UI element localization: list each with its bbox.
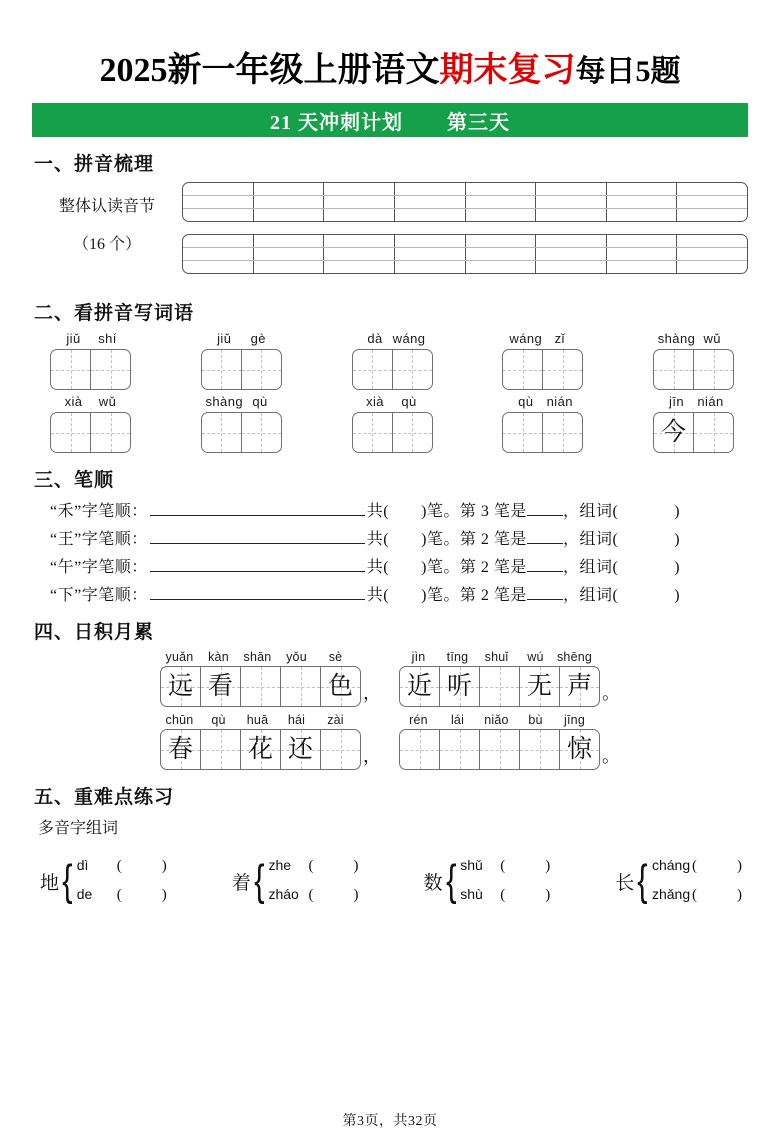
tianzige-cell[interactable] [520,730,560,769]
prefilled-character: 惊 [566,736,592,763]
pinyin-syllable: xià [366,394,384,409]
reading-pinyin: cháng [651,857,691,873]
polyphone-item [615,852,742,911]
pinyin-syllable: xià [64,394,83,409]
plan-banner [32,103,748,137]
tianzige-cell[interactable] [202,413,242,452]
tianzige-cell[interactable] [694,413,733,452]
poem-tianzige-grid[interactable] [160,729,361,770]
pinyin-cell[interactable] [183,235,254,273]
reading-pinyin: shù [460,886,483,903]
stroke-order-row [50,554,748,577]
poem-tianzige-grid[interactable] [160,666,361,707]
pinyin-cell[interactable] [536,183,607,221]
tianzige-cell[interactable] [654,413,694,452]
pinyin-cell[interactable] [466,183,537,221]
word-pinyin [653,394,734,409]
pinyin-cell[interactable] [677,183,747,221]
pinyin-syllable: hái [287,713,306,727]
pinyin-syllable: niǎo [484,713,509,727]
tianzige-cell[interactable] [560,667,599,706]
polyphone-readings [460,852,550,911]
pinyin-syllable: nián [546,394,573,409]
tianzige-cell[interactable] [654,350,694,389]
pinyin-syllable: jīn [669,394,684,409]
tianzige-cell[interactable] [321,667,360,706]
section-1-body [32,182,748,286]
tianzige-cell[interactable] [241,730,281,769]
word-pinyin [50,394,131,409]
tianzige-grid[interactable] [201,349,282,390]
stroke-order-answer-line[interactable] [150,502,365,516]
pinyin-cell[interactable] [324,183,395,221]
stroke-order-label: 字笔顺： [81,559,148,576]
tianzige-cell[interactable] [543,350,582,389]
poem-line [160,650,381,707]
nth-stroke-answer-line[interactable] [527,502,563,516]
pinyin-fourline-row-1[interactable] [182,182,748,222]
reading-pinyin: de [76,886,93,903]
pinyin-cell[interactable] [183,183,254,221]
word-item [502,331,583,390]
polyphone-reading-line [268,852,358,881]
polyphone-reading-line [460,881,550,910]
pinyin-syllable: qù [252,394,268,409]
prefilled-character: 花 [247,736,273,763]
tianzige-cell[interactable] [400,730,440,769]
tianzige-cell[interactable] [480,730,520,769]
word-item [502,394,583,453]
tianzige-cell[interactable] [560,730,599,769]
reading-pinyin: zháo [268,886,299,903]
word-form-paren-close: ) [674,531,681,548]
stroke-order-answer-line[interactable] [150,530,365,544]
word-form-paren-open: ，组词( [562,587,619,604]
tianzige-cell[interactable] [393,350,432,389]
word-writing-row-1 [32,331,748,390]
tianzige-cell[interactable] [520,667,560,706]
pinyin-group-label [32,182,182,264]
word-form-paren-close: ) [674,587,681,604]
tianzige-cell[interactable] [281,730,321,769]
tianzige-cell[interactable] [281,667,321,706]
stroke-count-paren-close: )笔。 [421,531,460,548]
prefilled-character: 听 [446,673,472,700]
pinyin-syllable: jìn [411,650,426,664]
pinyin-syllable: wáng [392,331,426,346]
prefilled-character: 声 [566,673,592,700]
tianzige-cell[interactable] [201,730,241,769]
tianzige-cell[interactable] [480,667,520,706]
reading-answer-parens[interactable]: ( ) [116,858,167,874]
section-2-heading: 二、看拼音写词语 [34,303,195,324]
tianzige-cell[interactable] [201,667,241,706]
tianzige-grid[interactable] [502,412,583,453]
poem-tianzige-grid[interactable] [399,666,600,707]
pinyin-cell[interactable] [677,235,747,273]
tianzige-grid[interactable] [201,412,282,453]
tianzige-cell[interactable] [503,350,543,389]
worksheet-page [0,42,780,1144]
tianzige-grid[interactable] [352,349,433,390]
word-item [50,331,131,390]
pinyin-cell[interactable] [395,235,466,273]
poem-line [399,713,620,770]
word-form-paren-close: ) [674,503,681,520]
pinyin-syllable: lái [450,713,465,727]
nth-stroke-answer-line[interactable] [527,558,563,572]
tianzige-cell[interactable] [242,413,281,452]
polyphone-item [424,852,551,911]
reading-pinyin: shǔ [460,857,483,873]
tianzige-cell[interactable] [400,667,440,706]
word-item [352,331,433,390]
reading-answer-parens[interactable]: ( ) [500,858,551,874]
poem-line-inner [160,713,361,770]
tianzige-cell[interactable] [440,667,480,706]
word-pinyin [201,331,282,346]
poem-line-inner [160,650,361,707]
stroke-count-paren-close: )笔。 [421,559,460,576]
word-pinyin [352,394,433,409]
pinyin-syllable: huā [246,713,269,727]
pinyin-syllable: shān [243,650,272,664]
pinyin-syllable: qù [211,713,226,727]
word-pinyin [50,331,131,346]
title-part-black-2: 每日5题 [575,55,681,88]
tianzige-grid[interactable] [502,349,583,390]
word-pinyin [352,331,433,346]
tianzige-cell[interactable] [321,730,360,769]
nth-stroke-label: 第 3 笔是 [459,503,527,520]
poem-pinyin-row [160,713,361,727]
tianzige-cell[interactable] [51,350,91,389]
tianzige-cell[interactable] [202,350,242,389]
poem-punctuation: 。 [602,746,620,766]
tianzige-cell[interactable] [51,413,91,452]
tianzige-grid[interactable] [352,412,433,453]
word-pinyin [502,331,583,346]
prefilled-character: 近 [406,673,432,700]
tianzige-cell[interactable] [161,667,201,706]
stroke-order-label: 字笔顺： [81,503,148,520]
pinyin-cell[interactable] [607,235,678,273]
pinyin-syllable: zài [327,713,344,727]
section-5-subheading: 多音字组词 [38,820,119,837]
pinyin-syllable: shuǐ [484,650,509,664]
word-pinyin [653,331,734,346]
poem-line [160,713,381,770]
pinyin-syllable: jiǔ [217,331,232,346]
pinyin-syllable: rén [409,713,428,727]
prefilled-character: 色 [327,673,353,700]
reading-answer-parens[interactable]: ( ) [500,887,551,904]
word-pinyin [201,394,282,409]
pinyin-fourline-row-2[interactable] [182,234,748,274]
pinyin-cell[interactable] [395,183,466,221]
poem-line [399,650,620,707]
pinyin-syllable: shàng [657,331,696,346]
stroke-count-paren-close: )笔。 [421,503,460,520]
pinyin-cell[interactable] [466,235,537,273]
polyphone-reading-line [268,881,358,910]
pinyin-syllable: bù [528,713,543,727]
pinyin-syllable: sè [328,650,343,664]
pinyin-syllable: nián [697,394,724,409]
tianzige-cell[interactable] [440,730,480,769]
prefilled-character: 还 [287,736,313,763]
prefilled-character: 春 [167,736,193,763]
word-item [50,394,131,453]
polyphone-item [232,852,359,911]
tianzige-grid[interactable] [50,349,131,390]
poem-punctuation: ， [363,683,381,703]
pinyin-syllable: yuǎn [165,650,194,664]
pinyin-syllable: dà [367,331,383,346]
tianzige-grid[interactable] [653,412,734,453]
nth-stroke-answer-line[interactable] [527,530,563,544]
tianzige-cell[interactable] [241,667,281,706]
title-part-black-1: 2025新一年级上册语文 [99,52,440,89]
brace-glyph: { [253,856,265,906]
page-title [32,42,748,91]
tianzige-cell[interactable] [353,350,393,389]
word-form-paren-open: ，组词( [562,503,619,520]
tianzige-cell[interactable] [91,350,130,389]
pinyin-syllable: kàn [208,650,229,664]
pinyin-syllable: jiǔ [66,331,81,346]
prefilled-character: 今 [660,419,686,446]
word-item [653,394,734,453]
stroke-order-row [50,526,748,549]
polyphone-reading-line [460,852,550,881]
tianzige-cell[interactable] [161,730,201,769]
section-3-heading: 三、笔顺 [34,470,115,491]
pinyin-syllable: wǔ [703,331,721,346]
reading-pinyin: zhe [268,857,292,873]
prefilled-character: 看 [207,673,233,700]
section-5-heading: 五、重难点练习 [34,787,175,808]
tianzige-cell[interactable] [393,413,432,452]
poem-line-inner [399,650,600,707]
stroke-order-row [50,582,748,605]
nth-stroke-answer-line[interactable] [527,586,563,600]
polyphone-reading-line [652,881,742,910]
polyphone-reading-line [652,852,742,881]
stroke-count-paren-open: 共( [366,587,390,604]
word-form-paren-open: ，组词( [562,531,619,548]
stroke-order-rows [32,498,748,605]
tianzige-cell[interactable] [503,413,543,452]
title-part-red: 期末复习 [439,52,576,89]
pinyin-syllable: shàng [205,394,243,409]
stroke-count-paren-open: 共( [366,559,390,576]
poem-row-2 [32,713,748,770]
pinyin-cell[interactable] [324,235,395,273]
pinyin-cell[interactable] [254,235,325,273]
polyphone-readings [77,852,167,911]
pinyin-syllable: gè [250,331,266,346]
polyphone-row [32,852,748,911]
pinyin-cell[interactable] [607,183,678,221]
stroke-order-answer-line[interactable] [150,558,365,572]
nth-stroke-label: 第 2 笔是 [459,587,527,604]
pinyin-syllable: shí [98,331,117,346]
poem-line-inner [399,713,600,770]
poem-row-1 [32,650,748,707]
tianzige-cell[interactable] [91,413,130,452]
banner-day-label: 第三天 [447,111,510,134]
pinyin-syllable: tīng [446,650,469,664]
tianzige-cell[interactable] [242,350,281,389]
poem-pinyin-row [399,713,600,727]
stroke-order-answer-line[interactable] [150,586,365,600]
reading-answer-parens[interactable]: ( ) [691,858,742,874]
stroke-target-character: “午” [50,559,82,576]
pinyin-syllable: qù [401,394,417,409]
prefilled-character: 远 [167,673,193,700]
poem-tianzige-grid[interactable] [399,729,600,770]
stroke-order-label: 字笔顺： [81,531,148,548]
pinyin-syllable: qù [518,394,534,409]
pinyin-grid-rows [182,182,748,286]
tianzige-cell[interactable] [353,413,393,452]
tianzige-cell[interactable] [694,350,733,389]
polyphone-readings [268,852,358,911]
word-writing-row-2 [32,394,748,453]
poem-punctuation: ， [363,746,381,766]
pinyin-syllable: jīng [564,713,585,727]
pinyin-syllable: chūn [165,713,194,727]
pinyin-syllable: zǐ [554,331,565,346]
polyphone-character: 地 [40,872,60,894]
brace-glyph: { [62,856,73,906]
stroke-count-paren-open: 共( [366,503,390,520]
reading-answer-parens[interactable]: ( ) [308,858,359,874]
pinyin-cell[interactable] [254,183,325,221]
pinyin-syllable: yǒu [286,650,307,664]
nth-stroke-label: 第 2 笔是 [459,531,527,548]
word-form-paren-open: ，组词( [562,559,619,576]
word-item [653,331,734,390]
stroke-target-character: “禾” [50,503,82,520]
polyphone-character: 长 [615,872,635,894]
tianzige-cell[interactable] [543,413,582,452]
word-item [201,331,282,390]
stroke-order-row [50,498,748,521]
brace-glyph: { [637,856,648,906]
word-pinyin [502,394,583,409]
reading-pinyin: zhǎng [651,886,691,903]
reading-answer-parens[interactable]: ( ) [691,887,742,904]
brace-glyph: { [445,856,457,906]
stroke-count-paren-open: 共( [366,531,390,548]
polyphone-item [40,852,167,911]
pinyin-group-label-line1: 整体认读音节 [58,198,155,215]
pinyin-syllable: wǔ [98,394,117,409]
pinyin-syllable: shēng [556,650,593,664]
page-footer: 第3页，共32页 [342,1114,438,1129]
stroke-target-character: “王” [50,531,82,548]
polyphone-readings [652,852,742,911]
reading-answer-parens[interactable]: ( ) [116,887,167,904]
word-item [352,394,433,453]
pinyin-syllable: wáng [509,331,543,346]
stroke-order-label: 字笔顺： [81,587,148,604]
tianzige-grid[interactable] [50,412,131,453]
polyphone-character: 数 [423,872,443,894]
polyphone-character: 着 [231,872,251,894]
nth-stroke-label: 第 2 笔是 [459,559,527,576]
tianzige-grid[interactable] [653,349,734,390]
poem-pinyin-row [160,650,361,664]
polyphone-reading-line [77,881,167,910]
banner-plan-label: 21 天冲刺计划 [270,111,403,134]
prefilled-character: 无 [526,673,552,700]
stroke-count-paren-close: )笔。 [421,587,460,604]
word-form-paren-close: ) [674,559,681,576]
pinyin-group-label-line2: （16 个） [72,236,141,253]
pinyin-syllable: wú [527,650,544,664]
poem-punctuation: 。 [602,683,620,703]
poem-pinyin-row [399,650,600,664]
section-4-heading: 四、日积月累 [34,622,155,643]
reading-answer-parens[interactable]: ( ) [308,887,359,904]
pinyin-cell[interactable] [536,235,607,273]
word-item [201,394,282,453]
polyphone-reading-line [77,852,167,881]
stroke-target-character: “下” [50,587,82,604]
section-1-heading: 一、拼音梳理 [34,154,155,175]
reading-pinyin: dì [76,857,89,873]
